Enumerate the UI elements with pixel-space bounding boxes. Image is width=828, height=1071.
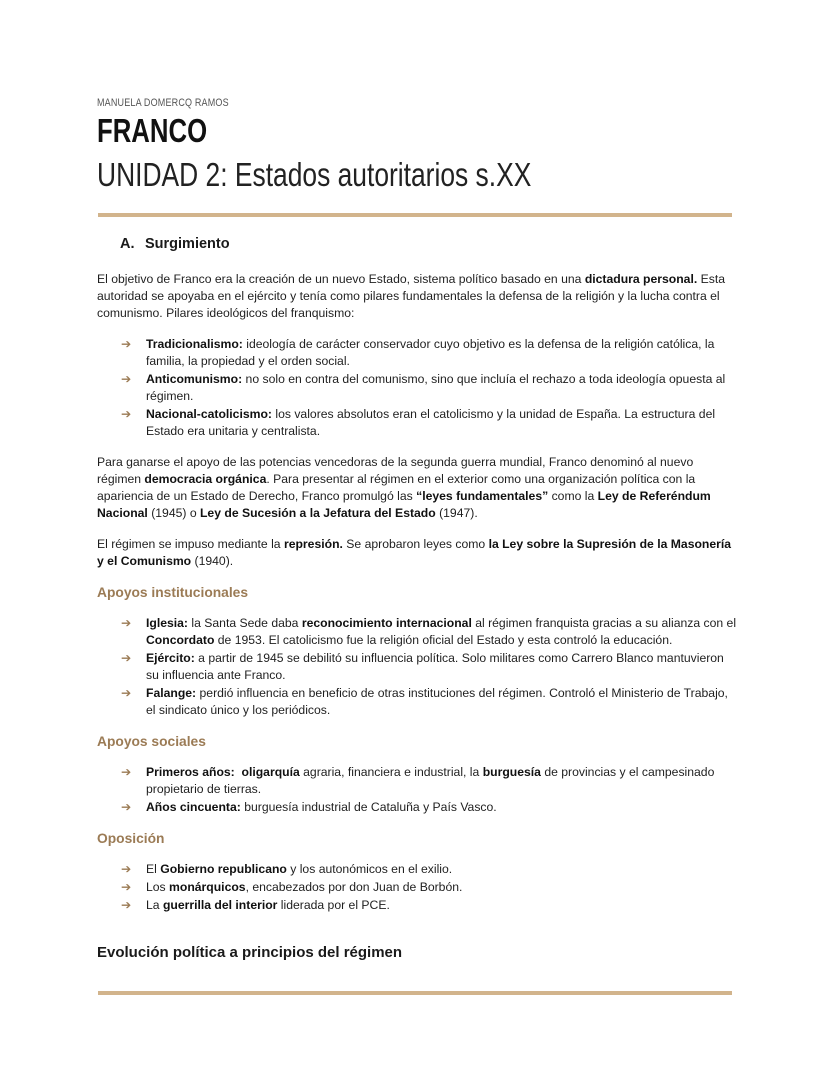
- list-text: y los autonómicos en el exilio.: [286, 862, 453, 876]
- arrow-right-icon: ➔: [121, 800, 132, 814]
- arrow-right-icon: ➔: [121, 880, 132, 894]
- document-body: [97, 236, 737, 961]
- arrow-right-icon: ➔: [121, 765, 132, 779]
- list-text: al régimen franquista gracias a su alianza con el: [471, 616, 737, 630]
- list-text: liderada por el PCE.: [277, 898, 390, 912]
- arrow-right-icon: ➔: [121, 616, 132, 630]
- arrow-right-icon: ➔: [121, 337, 132, 351]
- apoyos-sociales-heading: Apoyos sociales: [97, 734, 206, 749]
- list-item: [121, 764, 737, 798]
- apoyos-institucionales-heading: Apoyos institucionales: [97, 585, 249, 600]
- list-text: la Santa Sede daba: [188, 616, 302, 630]
- text-run: . Para presentar al régimen en el exterior como una organización política con la apariencia de un Estado de Derecho, Franco promulgó las: [97, 472, 696, 503]
- text-run: (1945) o: [147, 506, 200, 520]
- list-item: [121, 685, 737, 719]
- list-text: de 1953. El catolicismo fue la religión oficial del Estado y esta controló la educación.: [214, 633, 673, 647]
- list-text: a partir de 1945 se debilitó su influencia política. Solo militares como Carrero Blanco mantuvieron su influencia ante Franco.: [146, 651, 724, 682]
- list-text: , encabezados por don Juan de Borbón.: [245, 880, 463, 894]
- arrow-right-icon: ➔: [121, 372, 132, 386]
- represion-paragraph: [97, 536, 737, 570]
- list-text: ideología de carácter conservador cuyo objetivo es la defensa de la religión católica, la familia, la propiedad y el orden social.: [146, 337, 715, 368]
- bold-run: guerrilla del interior: [162, 898, 278, 912]
- bold-run: monárquicos: [169, 880, 246, 894]
- list-term: Ejército:: [146, 651, 195, 665]
- arrow-right-icon: ➔: [121, 862, 132, 876]
- arrow-right-icon: ➔: [121, 407, 132, 421]
- list-text: burguesía industrial de Cataluña y País Vasco.: [240, 800, 497, 814]
- list-term: Años cincuenta:: [146, 800, 241, 814]
- bold-run: oligarquía: [241, 765, 300, 779]
- list-item: [121, 650, 737, 684]
- list-text: [235, 765, 242, 779]
- document-subtitle: UNIDAD 2: Estados autoritarios s.XX: [97, 156, 532, 193]
- bold-run: Ley de Referéndum Nacional: [97, 489, 711, 520]
- pilares-list: [97, 336, 737, 440]
- list-term: Falange:: [146, 686, 197, 700]
- list-item: [121, 861, 737, 878]
- text-run: Se aprobaron leyes como: [342, 537, 489, 551]
- apoyo-paragraph: [97, 454, 737, 522]
- list-term: Tradicionalismo:: [146, 337, 243, 351]
- bold-run: dictadura personal.: [584, 272, 698, 286]
- text-run: Esta autoridad se apoyaba en el ejército y tenía como pilares fundamentales la defensa de la religión y la lucha contra el comunismo. Pilares ideológicos del franquismo:: [97, 272, 726, 320]
- document-title: FRANCO: [97, 112, 208, 149]
- text-run: El régimen se impuso mediante la: [97, 537, 284, 551]
- list-text: La: [146, 898, 163, 912]
- list-term: Anticomunismo:: [146, 372, 243, 386]
- bold-run: Ley de Sucesión a la Jefatura del Estado: [199, 506, 436, 520]
- oposicion-list: [97, 861, 737, 914]
- list-item: [121, 799, 737, 816]
- list-item: [121, 406, 737, 440]
- intro-paragraph: [97, 271, 737, 322]
- oposicion-heading: Oposición: [97, 831, 165, 846]
- list-text: agraria, financiera e industrial, la: [299, 765, 483, 779]
- evolucion-heading: Evolución política a principios del régimen: [97, 944, 403, 961]
- top-divider: [98, 213, 732, 217]
- section-title: Surgimiento: [145, 236, 230, 252]
- arrow-right-icon: ➔: [121, 651, 132, 665]
- apoyos-sociales-list: [97, 764, 737, 816]
- bold-run: Concordato: [146, 633, 215, 647]
- list-text: de provincias y el campesinado propietario de tierras.: [146, 765, 715, 796]
- text-run: El objetivo de Franco era la creación de un nuevo Estado, sistema político basado en una: [97, 272, 585, 286]
- list-item: [121, 371, 737, 405]
- bold-run: “leyes fundamentales”: [416, 489, 549, 503]
- bold-run: represión.: [283, 537, 343, 551]
- list-item: [121, 336, 737, 370]
- bold-run: democracia orgánica: [144, 472, 267, 486]
- bold-run: burguesía: [482, 765, 541, 779]
- bold-run: la Ley sobre la Supresión de la Masonería y el Comunismo: [97, 537, 732, 568]
- section-letter: A.: [120, 236, 135, 252]
- text-run: (1947).: [435, 506, 478, 520]
- apoyos-institucionales-list: [97, 615, 737, 719]
- list-item: [121, 879, 737, 896]
- bold-run: Gobierno republicano: [160, 862, 287, 876]
- list-text: El: [146, 862, 161, 876]
- text-run: (1940).: [191, 554, 234, 568]
- list-term: Iglesia:: [146, 616, 188, 630]
- list-text: no solo en contra del comunismo, sino que incluía el rechazo a toda ideología opuesta al régimen.: [146, 372, 726, 403]
- arrow-right-icon: ➔: [121, 686, 132, 700]
- author-name: MANUELA DOMERCQ RAMOS: [97, 97, 229, 109]
- list-text: los valores absolutos eran el catolicismo y la unidad de España. La estructura del Estado era unitaria y centralista.: [146, 407, 716, 438]
- list-term: Nacional-catolicismo:: [146, 407, 272, 421]
- arrow-right-icon: ➔: [121, 898, 132, 912]
- text-run: Para ganarse el apoyo de las potencias vencedoras de la segunda guerra mundial, Franco denominó al nuevo régimen: [97, 455, 694, 486]
- list-text: Los: [146, 880, 170, 894]
- list-item: [121, 615, 737, 649]
- list-term: Primeros años:: [146, 765, 235, 779]
- bottom-divider: [98, 991, 732, 995]
- list-text: perdió influencia en beneficio de otras instituciones del régimen. Controló el Ministerio de Trabajo, el sindicato único y los periódicos.: [146, 686, 728, 717]
- bold-run: reconocimiento internacional: [301, 616, 472, 630]
- text-run: como la: [548, 489, 598, 503]
- section-a-heading: [120, 236, 737, 253]
- list-item: [121, 897, 737, 914]
